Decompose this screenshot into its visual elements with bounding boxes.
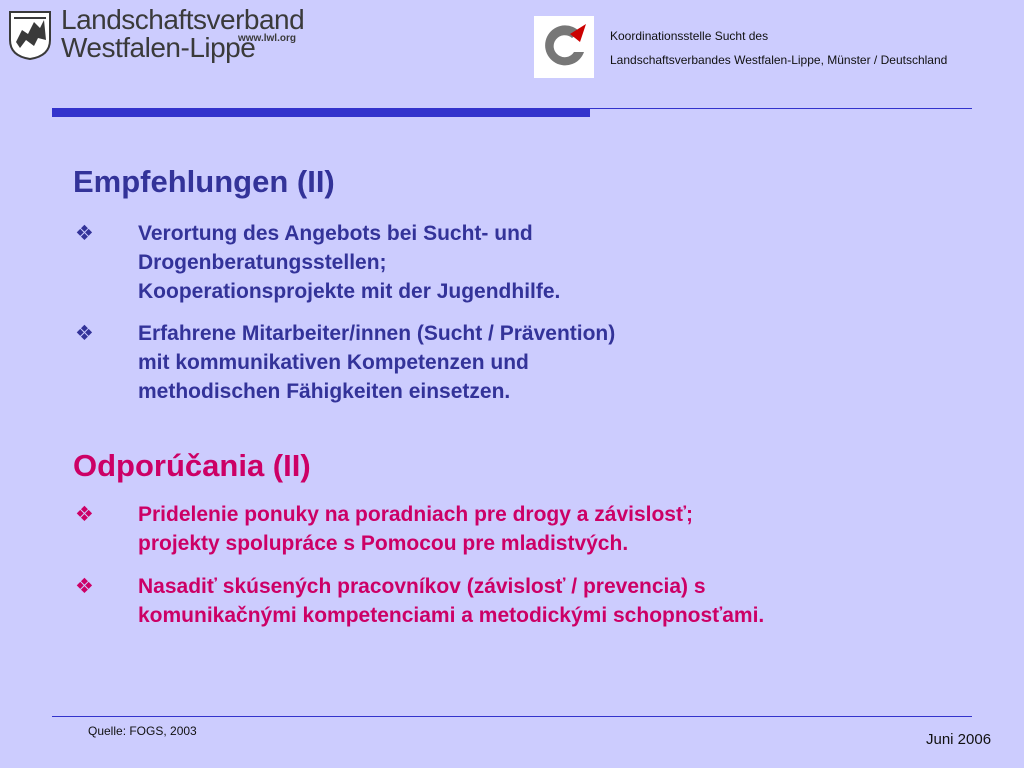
bullet-line: Kooperationsprojekte mit der Jugendhilfe. [138,280,561,303]
bullet-line: Pridelenie ponuky na poradniach pre drogy a závislosť; [138,503,694,526]
bullet-text [138,319,898,406]
bullet-diamond-icon: ❖ [75,575,94,598]
bullet-line: Nasadiť skúsených pracovníkov (závislosť / prevencia) s [138,575,706,598]
coordination-office-line1: Koordinationsstelle Sucht des [610,29,769,43]
bullet-line: projekty spolupráce s Pomocou pre mladistvých. [138,532,629,555]
coordination-office-line2: Landschaftsverbandes Westfalen-Lippe, Münster / Deutschland [610,53,948,67]
bullet-line: methodischen Fähigkeiten einsetzen. [138,380,511,403]
organization-name-line1: Landschaftsverband [61,4,305,35]
german-heading: Empfehlungen (II) [73,164,335,199]
lwl-emblem-icon [8,10,52,60]
header-rule-thick [52,108,590,117]
bullet-line: Erfahrene Mitarbeiter/innen (Sucht / Prävention) [138,322,616,345]
bullet-diamond-icon: ❖ [75,503,94,526]
bullet-line: mit kommunikativen Kompetenzen und [138,351,529,374]
footer-rule [52,716,972,717]
source-note: Quelle: FOGS, 2003 [88,724,197,738]
organization-name-line2: Westfalen-Lippe [61,32,256,63]
bullet-line: komunikačnými kompetenciami a metodickými schopnosťami. [138,604,765,627]
bullet-text [138,500,898,558]
header-rule-thin [590,108,972,109]
bullet-line: Drogenberatungsstellen; [138,251,387,274]
bullet-text [138,572,898,630]
organization-url: www.lwl.org [238,33,296,44]
bullet-diamond-icon: ❖ [75,222,94,245]
bullet-diamond-icon: ❖ [75,322,94,345]
koordinationsstelle-logo-icon [534,16,594,78]
coordination-office-caption [610,24,947,72]
date-label: Juni 2006 [926,731,992,748]
bullet-text [138,219,898,306]
slovak-heading: Odporúčania (II) [73,448,311,483]
bullet-line: Verortung des Angebots bei Sucht- und [138,222,533,245]
